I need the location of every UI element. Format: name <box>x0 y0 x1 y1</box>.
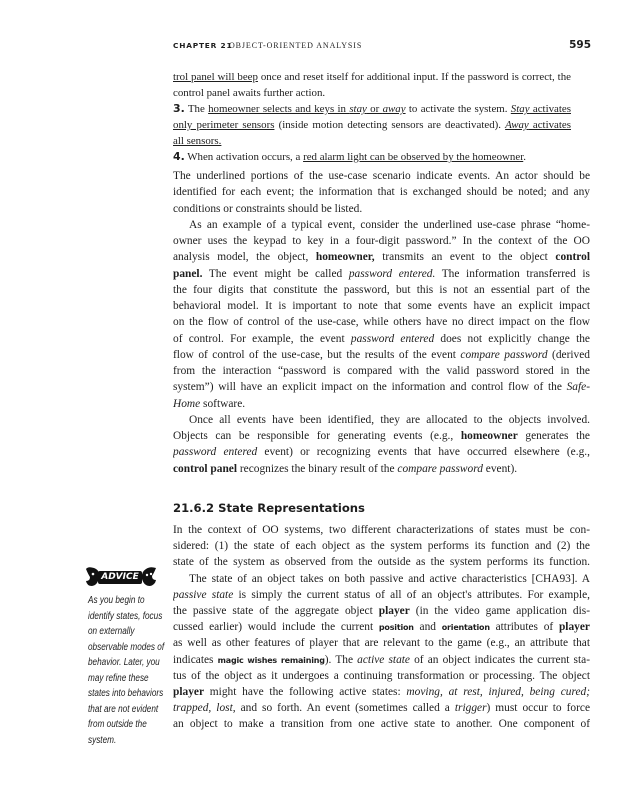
text-span: position <box>378 623 414 633</box>
text-line <box>173 364 590 378</box>
text-span: from the interaction “password is compared with the valid password stored in the <box>173 365 590 377</box>
text-line <box>173 445 590 459</box>
text-line <box>173 118 571 132</box>
text-span: homeowner, <box>315 251 375 264</box>
text-line <box>173 267 590 281</box>
text-line <box>173 717 590 731</box>
advice-line: that are not evident <box>88 703 159 715</box>
text-span: cussed earlier) would include the current <box>173 621 379 634</box>
advice-line: states into behaviors <box>88 688 164 699</box>
advice-label: ADVICE <box>98 571 142 584</box>
text-span: sidered: (1) the state of each object as the system performs its function and (2) the <box>173 540 590 553</box>
text-span: as well as other features of player that are relevant to the game (e.g., an attribute that <box>173 637 590 650</box>
text-line <box>173 150 590 164</box>
text-span: state of the system as observed from the outside as the system performs its function. <box>173 556 590 569</box>
text-span: control panel awaits further action. <box>173 87 326 99</box>
text-span: (inside motion detecting sensors are deactivated). <box>274 119 506 131</box>
text-line <box>173 70 571 84</box>
text-span: control <box>555 251 590 264</box>
text-span: orientation <box>441 623 490 633</box>
text-span: and <box>413 621 442 634</box>
text-span: passive state <box>173 588 234 601</box>
text-span: an object to make a transition from one active state to another. One component of <box>173 718 590 731</box>
running-header <box>173 41 591 55</box>
text-span: transmits an event to the object <box>374 251 556 264</box>
text-line <box>173 413 590 427</box>
text-line <box>173 250 590 264</box>
text-line <box>173 332 590 346</box>
text-line <box>173 102 571 116</box>
text-line <box>173 397 590 411</box>
section-heading: 21.6.2 State Representations <box>173 501 365 515</box>
text-span: password entered <box>350 332 435 345</box>
text-span: recognizes the binary result of the <box>237 462 398 475</box>
text-span: . <box>523 151 526 163</box>
text-span: analysis model, the object, <box>173 251 316 264</box>
text-span: stay <box>349 103 367 115</box>
text-line <box>173 620 590 634</box>
text-line <box>173 185 590 199</box>
advice-line: may refine these <box>88 672 149 684</box>
text-span: of an object indicates the current sta- <box>409 653 590 666</box>
text-span: is simply the current status of all of an object's attributes. For example, <box>233 588 590 601</box>
advice-line: identify states, focus <box>88 610 163 622</box>
text-span: activates <box>528 119 571 131</box>
text-span: red alarm light can be observed by the homeowner <box>303 151 524 163</box>
text-span: (in the video game application dis- <box>409 605 590 617</box>
text-line <box>173 685 590 699</box>
advice-line: As you begin to <box>88 595 145 606</box>
text-span: and so forth. An event (sometimes called a <box>235 702 455 715</box>
text-span: The state of an object takes on both passive and active characteristics [CHA93]. A <box>189 572 590 585</box>
text-span: (derived <box>547 348 590 361</box>
text-span: does not explicitly change the <box>434 332 590 345</box>
text-span: The information transferred is <box>435 267 590 280</box>
text-line <box>173 283 590 297</box>
text-span: all sensors. <box>173 135 222 147</box>
text-line <box>173 572 590 586</box>
chapter-label: CHAPTER 21 <box>173 41 233 50</box>
text-line <box>173 315 590 329</box>
text-line <box>173 169 590 183</box>
text-span: active state <box>357 653 410 666</box>
chapter-title: OBJECT-ORIENTED ANALYSIS <box>229 41 363 50</box>
text-line <box>173 462 590 476</box>
text-span: moving, at rest, injured, being cured; <box>406 686 590 698</box>
advice-line: on externally <box>88 626 135 637</box>
text-line <box>173 653 590 667</box>
text-line <box>173 636 590 650</box>
advice-line: observable modes of <box>88 641 165 653</box>
text-line <box>173 701 590 715</box>
text-line <box>173 218 590 232</box>
text-line <box>173 669 590 683</box>
text-span: or <box>366 103 383 115</box>
text-span: compare password <box>397 462 483 475</box>
text-span: flow of control of the use-case, but the results of the event <box>173 348 461 361</box>
text-span: might have the following active states: <box>204 686 407 698</box>
text-span: software. <box>200 397 246 410</box>
text-span: ) must occur to force <box>486 702 590 715</box>
text-span: identified for each event; the information that is exchanged should be noted; and any <box>173 186 590 199</box>
text-span: panel. <box>173 267 203 280</box>
text-span: player <box>558 621 590 634</box>
text-span: ). The <box>324 653 358 666</box>
text-span: trol panel will beep <box>173 71 258 83</box>
text-line <box>173 86 590 100</box>
advice-line: from outside the <box>88 719 147 730</box>
text-span: event). <box>482 462 518 475</box>
text-line <box>173 539 590 553</box>
text-span: compare password <box>460 348 548 361</box>
text-line <box>173 134 590 148</box>
text-span: Once all events have been identified, they are allocated to the objects involved. <box>189 413 590 426</box>
text-span: Safe- <box>566 381 590 394</box>
text-line <box>173 523 590 537</box>
text-span: player <box>173 686 205 698</box>
text-line <box>173 202 590 216</box>
text-line <box>173 234 590 248</box>
text-span: of control. For example, the event <box>173 332 351 345</box>
text-span: once and reset itself for additional input. If the password is correct, the <box>257 71 571 83</box>
text-line <box>173 299 590 313</box>
text-span: only perimeter sensors <box>173 119 275 131</box>
text-span: magic wishes remaining <box>217 655 325 665</box>
text-span: conditions or constraints should be listed. <box>173 202 363 215</box>
page-number: 595 <box>569 39 591 51</box>
text-line <box>173 429 590 443</box>
advice-line: behavior. Later, you <box>88 657 160 668</box>
text-span: trapped, lost, <box>173 702 236 715</box>
text-span: indicates <box>173 653 218 666</box>
advice-badge <box>84 566 158 588</box>
text-line <box>173 348 590 362</box>
text-span: attributes of <box>489 621 559 634</box>
advice-line: system. <box>88 734 117 746</box>
text-span: homeowner selects and keys in <box>208 103 350 115</box>
text-span: generates the <box>517 430 590 442</box>
text-line <box>173 604 590 618</box>
advice-note <box>88 593 165 748</box>
text-span: the passive state of the aggregate object <box>173 605 379 617</box>
text-line <box>173 380 590 394</box>
text-span: The underlined portions of the use-case scenario indicate events. An actor should be <box>173 170 590 182</box>
text-span: behavioral model. It is important to note that some events have an explicit impact <box>173 300 590 312</box>
text-line <box>173 555 590 569</box>
text-span: away <box>382 103 406 115</box>
text-span: control panel <box>173 462 238 475</box>
text-span: player <box>378 605 410 617</box>
text-span: the four digits that constitute the password, but this is not an essential part of the <box>173 283 590 296</box>
text-span: Stay <box>510 103 530 115</box>
text-span: trigger <box>454 702 487 715</box>
text-span: Objects can be responsible for generating events (e.g., <box>173 430 461 442</box>
text-span: The event might be called <box>202 267 349 280</box>
text-span: When activation occurs, a <box>184 151 304 163</box>
text-span: Home <box>173 397 201 410</box>
text-span: password entered. <box>348 267 436 280</box>
text-span: to activate the system. <box>405 103 511 115</box>
text-span: 3. <box>173 102 185 115</box>
text-span: In the context of OO systems, two different characterizations of states must be con- <box>173 524 590 536</box>
text-span: event) or recognizing events that have occurred elsewhere (e.g., <box>257 446 590 459</box>
text-span: The <box>184 103 209 115</box>
text-span: tus of the object as it undergoes a continuing transformation or processing. The object <box>173 669 590 682</box>
text-span: system”) will have an explicit impact on the information and control flow of the <box>173 381 567 394</box>
text-span: 4. <box>173 150 185 163</box>
text-span: on the flow of control of the use-case, while others have no direct impact on the flow <box>173 316 590 329</box>
text-span: activates <box>529 103 571 115</box>
text-span: password entered <box>173 446 258 459</box>
text-span: owner uses the keypad to key in a four-digit password.” In the context of the OO <box>173 235 590 247</box>
text-line <box>173 588 590 602</box>
text-span: Away <box>505 119 529 131</box>
text-span: homeowner <box>460 430 518 442</box>
text-span: As an example of a typical event, consider the underlined use-case phrase “home- <box>189 218 590 231</box>
